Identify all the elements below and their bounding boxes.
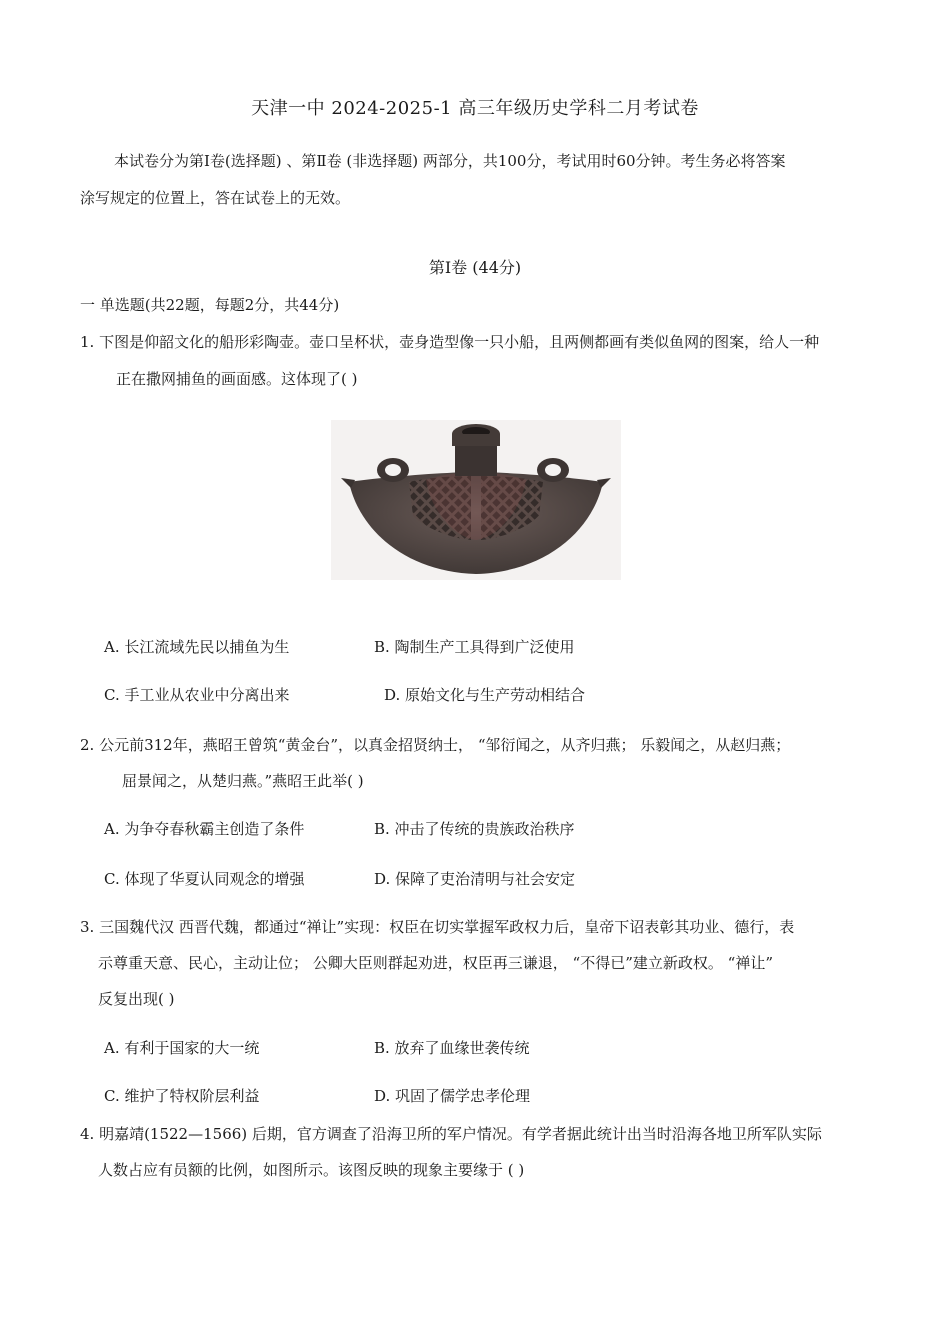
question-1-option-d: D. 原始文化与生产劳动相结合: [384, 686, 586, 704]
question-3-option-a: A. 有利于国家的大一统: [104, 1039, 260, 1057]
question-3-option-c: C. 维护了特权阶层利益: [104, 1087, 260, 1105]
exam-title: 天津一中 2024-2025-1 高三年级历史学科二月考试卷: [251, 98, 699, 119]
question-4-line-1: 4. 明嘉靖(1522—1566) 后期，官方调查了沿海卫所的军户情况。有学者据此统计出当时沿海各地卫所军队实际: [80, 1125, 822, 1143]
question-3-option-d: D. 巩固了儒学忠孝伦理: [374, 1087, 531, 1105]
question-4-line-2: 人数占应有员额的比例，如图所示。该图反映的现象主要缘于 ( ): [98, 1161, 525, 1179]
boat-shaped-pottery-image: [331, 420, 621, 580]
question-1-line-2: 正在撒网捕鱼的画面感。这体现了( ): [116, 370, 358, 388]
question-2-option-b: B. 冲击了传统的贵族政治秩序: [374, 820, 575, 838]
question-1-line-1: 1. 下图是仰韶文化的船形彩陶壶。壶口呈杯状，壶身造型像一只小船，且两侧都画有类似鱼网的图案，给人一种: [80, 333, 820, 351]
question-1-option-b: B. 陶制生产工具得到广泛使用: [374, 638, 575, 656]
intro-line-1: 本试卷分为第Ⅰ卷(选择题) 、第Ⅱ卷 (非选择题) 两部分，共100分，考试用时60分钟。考生务必将答案: [114, 152, 786, 170]
question-3-line-2: 示尊重天意、民心，主动让位； 公卿大臣则群起劝进，权臣再三谦退， “不得已”建立新政权。 “禅让”: [98, 954, 773, 972]
question-3-line-3: 反复出现( ): [98, 990, 175, 1008]
question-2-option-c: C. 体现了华夏认同观念的增强: [104, 870, 305, 888]
question-3-option-b: B. 放弃了血缘世袭传统: [374, 1039, 530, 1057]
question-2-line-2: 屈景闻之，从楚归燕。”燕昭王此举( ): [122, 772, 364, 790]
pottery-illustration: [331, 420, 621, 580]
intro-line-2: 涂写规定的位置上，答在试卷上的无效。: [80, 189, 351, 207]
question-1-option-a: A. 长江流域先民以捕鱼为生: [104, 638, 290, 656]
section-title: 第Ⅰ卷 (44分): [428, 258, 522, 277]
question-2-option-d: D. 保障了吏治清明与社会安定: [374, 870, 576, 888]
question-1-option-c: C. 手工业从农业中分离出来: [104, 686, 290, 704]
question-2-line-1: 2. 公元前312年，燕昭王曾筑“黄金台”，以真金招贤纳士， “邹衍闻之，从齐归燕； 乐毅闻之，从赵归燕；: [80, 736, 791, 754]
part-heading: 一 单选题(共22题，每题2分，共44分): [80, 296, 340, 314]
question-2-option-a: A. 为争夺春秋霸主创造了条件: [104, 820, 305, 838]
question-3-line-1: 3. 三国魏代汉 西晋代魏，都通过“禅让”实现：权臣在切实掌握军政权力后，皇帝下诏表彰其功业、德行，表: [80, 918, 795, 936]
